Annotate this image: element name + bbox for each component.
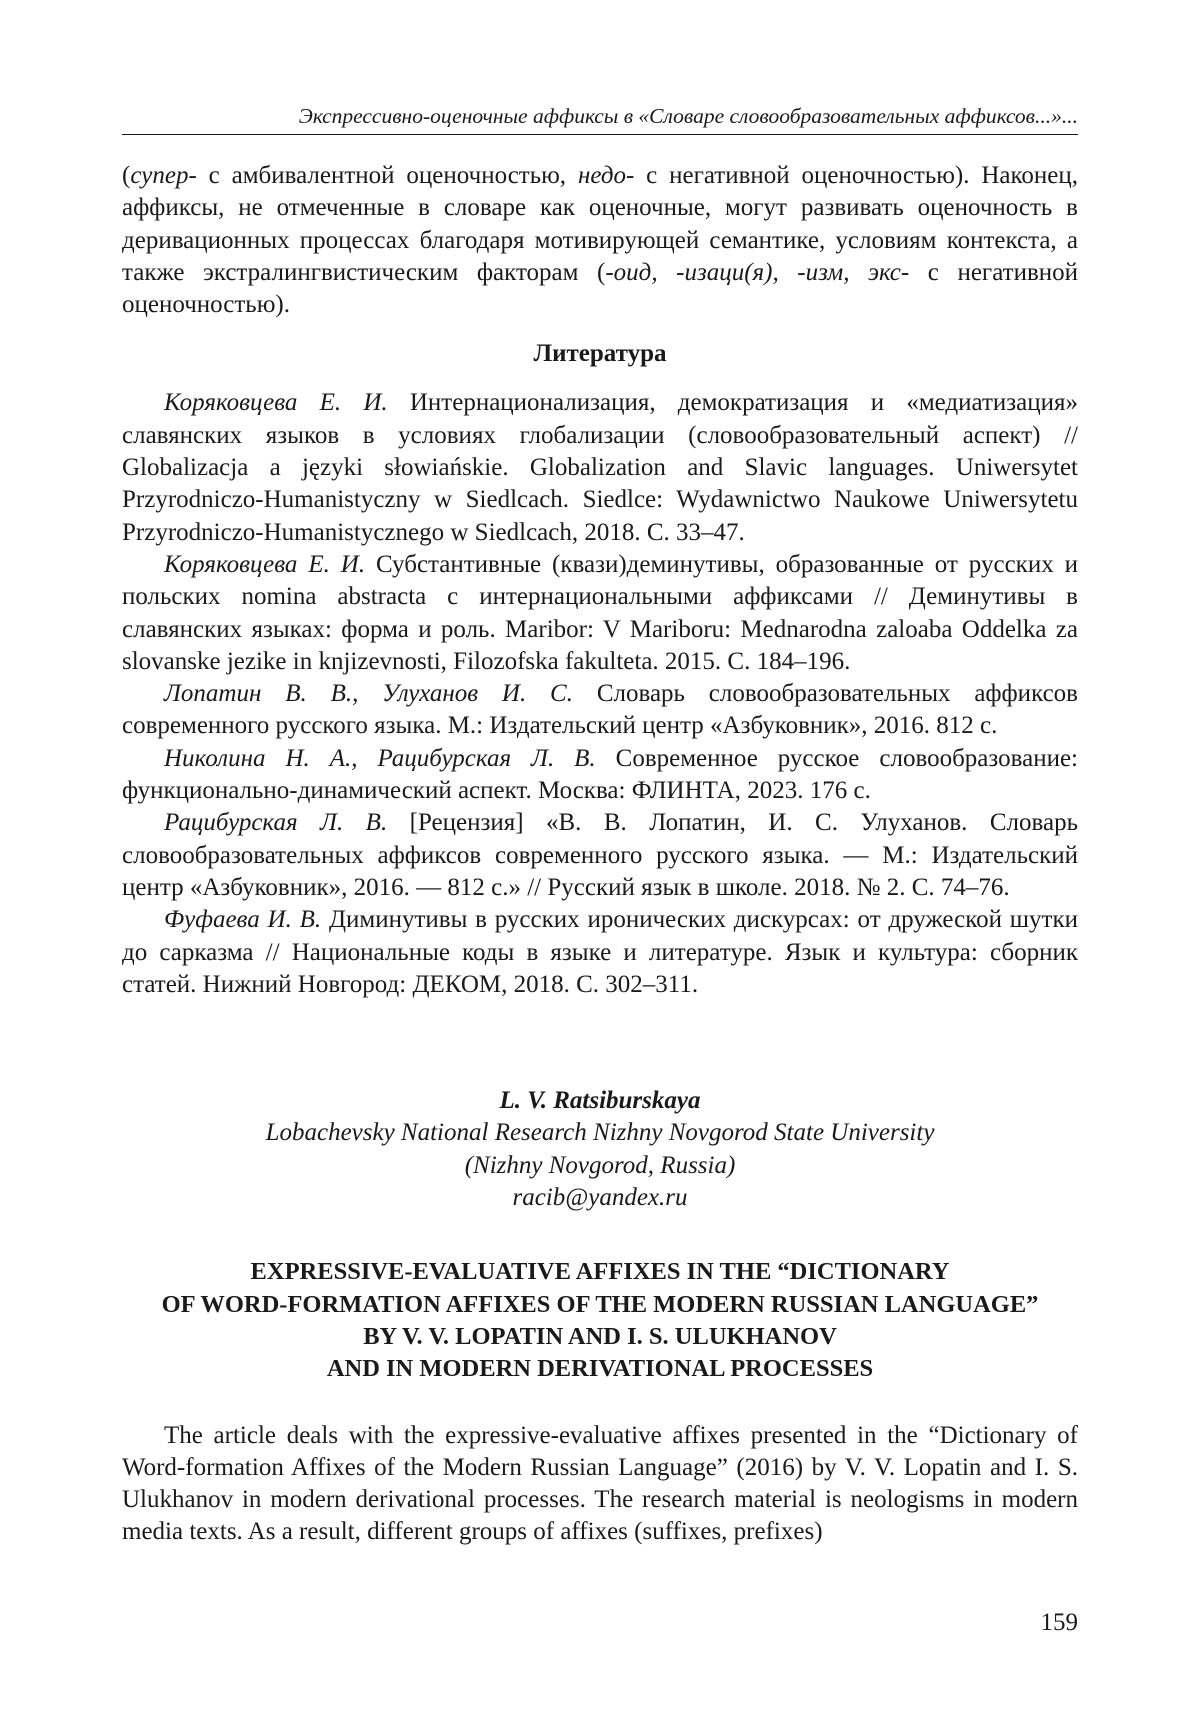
english-title-line: BY V. V. LOPATIN AND I. S. ULUKHANOV (363, 1322, 837, 1350)
english-title (122, 1256, 1078, 1385)
intro-affix-list: -оид, -изаци(я), -изм, экс- (605, 258, 910, 286)
english-title-line: AND IN MODERN DERIVATIONAL PROCESSES (326, 1355, 874, 1383)
reference-item-3 (122, 678, 1078, 743)
reference-item-4 (122, 743, 1078, 808)
author-block (122, 1085, 1078, 1214)
reference-author: Лопатин В. В., Улуханов И. С. (164, 680, 573, 708)
reference-item-6 (122, 904, 1078, 1001)
page-number: 159 (1040, 1609, 1078, 1636)
reference-author: Рацибурская Л. В. (164, 809, 388, 837)
references-list (122, 387, 1078, 1001)
author-name: L. V. Ratsiburskaya (499, 1087, 701, 1115)
reference-text: Диминутивы в русских иронических дискурсах: от дружеской шутки до сарказма // Национальные коды в языке и литературе. Язык и культура: сборник статей. Нижний Новгород: ДЕКОМ, 2018. С. 302–311. (122, 906, 1078, 998)
reference-text: Современное русское словообразование: функционально-динамический аспект. Москва: ФЛИНТА, 2023. 176 с. (122, 744, 1078, 805)
reference-author: Николина Н. А., Рацибурская Л. В. (164, 744, 596, 772)
reference-item-2 (122, 549, 1078, 678)
intro-paragraph (122, 160, 1078, 321)
header-rule (122, 134, 1078, 135)
page-content (122, 160, 1078, 1549)
intro-affix-super: супер- (130, 162, 197, 189)
intro-text-2: с негативной оценочностью). Наконец, аффиксы, не отмеченные в словаре как оценочные, могут развивать оценочность в деривационных процессах благодаря мотивирующей семантике, условиям контекста, а также экстралингвистическим факторам ( (122, 162, 1079, 286)
reference-item-5 (122, 807, 1078, 904)
abstract-paragraph: The article deals with the expressive-evaluative affixes presented in the “Dictionary of Word-formation Affixes of the Modern Russian Language” (2016) by V. V. Lopatin and I. S. Ulukhanov in modern derivational processes. The research material is neologisms in modern media texts. As a result, different groups of affixes (suffixes, prefixes) (122, 1421, 1078, 1546)
running-header: Экспрессивно-оценочные аффиксы в «Словаре словообразовательных аффиксов...»... (298, 104, 1078, 128)
intro-text-1: с амбивалентной оценочностью, (196, 162, 578, 189)
reference-text: Словарь словообразовательных аффиксов современного русского языка. М.: Издательский центр «Азбуковник», 2016. 812 с. (122, 680, 1078, 740)
english-title-line: OF WORD-FORMATION AFFIXES OF THE MODERN RUSSIAN LANGUAGE” (161, 1290, 1039, 1318)
reference-author: Коряковцева Е. И. (164, 389, 388, 417)
author-email: racib@yandex.ru (512, 1184, 688, 1212)
author-affiliation: Lobachevsky National Research Nizhny Novgorod State University (265, 1119, 935, 1147)
intro-affix-nedo: недо- (577, 162, 635, 189)
reference-text: Интернационализация, демократизация и «медиатизация» славянских языков в условиях глобализации (словообразовательный аспект) // Globalizacja a języki słowiańskie. Globalization and Slavic languages. Uniwersytet Przyrodniczo-Humanistyczny w Siedlcach. Siedlce: Wydawnictwo Naukowe Uniwersytetu Przyrodniczo-Humanistycznego w Siedlcach, 2018. С. 33–47. (122, 389, 1078, 546)
intro-open-paren: ( (122, 162, 131, 189)
reference-text: [Рецензия] «В. В. Лопатин, И. С. Улуханов. Словарь словообразовательных аффиксов современного русского языка. — М.: Издательский центр «Азбуковник», 2016. — 812 с.» // Русский язык в школе. 2018. № 2. С. 74–76. (122, 809, 1078, 901)
reference-author: Коряковцева Е. И. (164, 550, 366, 578)
author-location: (Nizhny Novgorod, Russia) (464, 1151, 736, 1179)
english-title-line: EXPRESSIVE-EVALUATIVE AFFIXES IN THE “DICTIONARY (250, 1258, 950, 1286)
reference-text: Субстантивные (квази)деминутивы, образованные от русских и польских nomina abstracta с интернациональными аффиксами // Деминутивы в славянских языках: форма и роль. Maribor: V Mariboru: Mednarodna zaloaba Oddelka za slovanske jezike in knjizevnosti, Filozofska fakulteta. 2015. С. 184–196. (122, 550, 1078, 675)
intro-text-3: с негативной оценочностью). (122, 258, 1079, 319)
references-heading: Литература (533, 340, 667, 368)
reference-item-1 (122, 387, 1078, 548)
reference-author: Фуфаева И. В. (164, 906, 322, 934)
